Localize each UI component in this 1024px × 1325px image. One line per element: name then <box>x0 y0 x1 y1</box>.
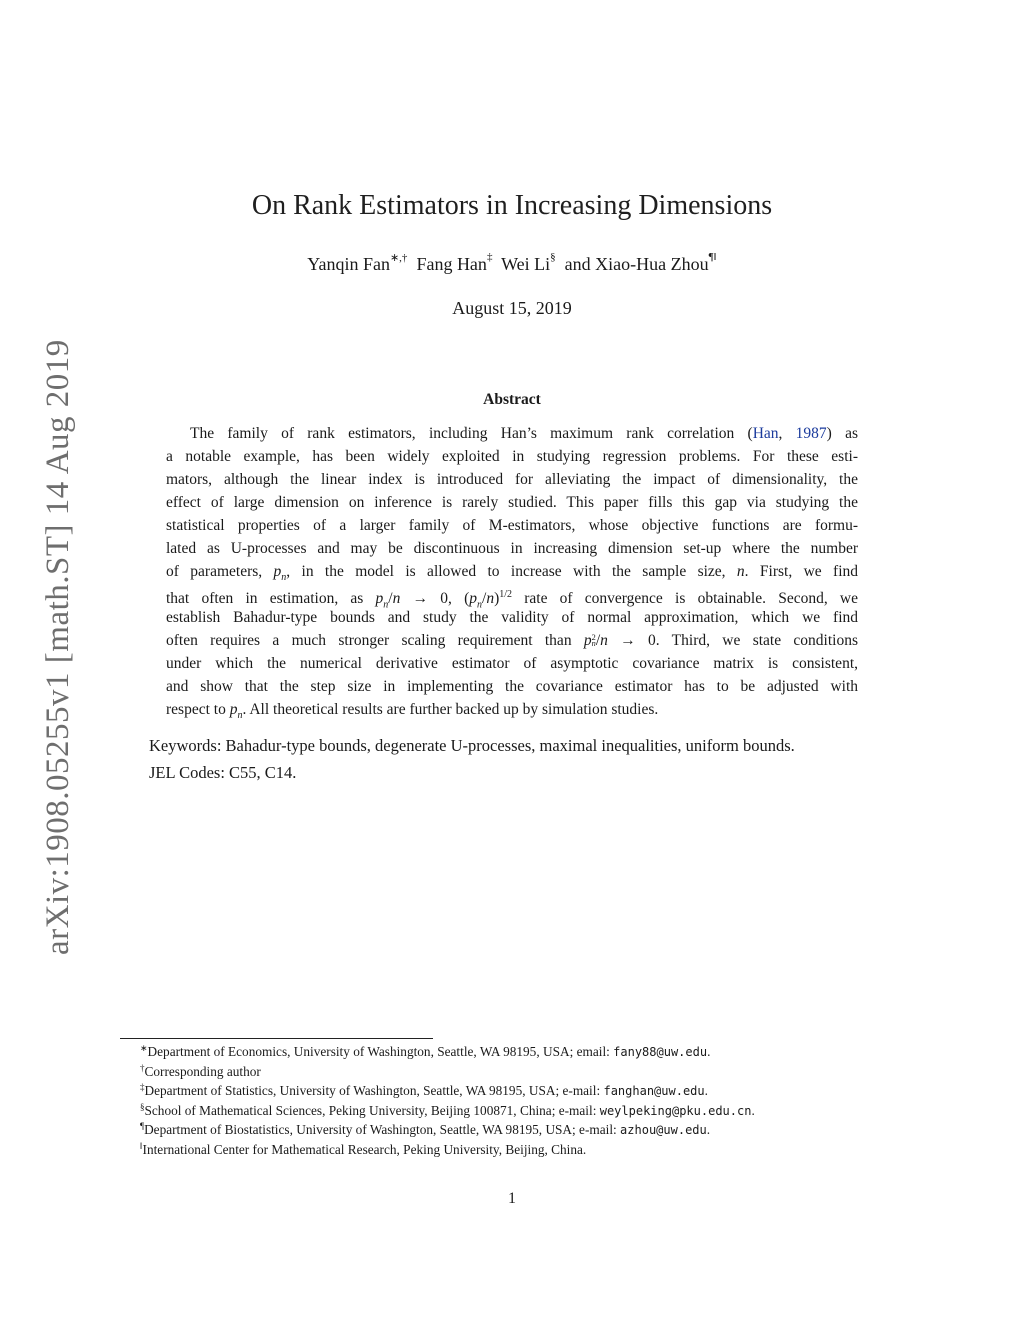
footnote <box>140 1081 920 1101</box>
footnote-text: Corresponding author <box>144 1063 261 1079</box>
author-name: Wei Li <box>501 254 551 274</box>
arxiv-identifier: arXiv:1908.05255v1 [math.ST] 14 Aug 2019 <box>40 339 76 955</box>
abstract-line: a notable example, has been widely exploited in studying regression problems. For these esti- <box>166 448 858 465</box>
abstract-line: effect of large dimension on inference is rarely studied. This paper fills this gap via studying the <box>166 494 858 511</box>
footnote <box>140 1062 920 1082</box>
footnote <box>140 1101 920 1121</box>
footnote-mark: ‖ <box>140 1140 143 1151</box>
abstract-text: The family of rank estimators, including Han’s maximum rank correlation ( <box>190 425 753 442</box>
footnote-mark: † <box>140 1062 145 1073</box>
author-name: Fang Han <box>416 254 487 274</box>
footnote-end: . <box>751 1102 755 1118</box>
keywords: Keywords: Bahadur-type bounds, degenerate U-processes, maximal inequalities, uniform bounds. <box>149 736 795 755</box>
footnote-end: . <box>704 1083 708 1098</box>
citation-link-author[interactable]: Han <box>752 425 779 442</box>
footnote-mark: § <box>140 1101 145 1112</box>
jel-codes: JEL Codes: C55, C14. <box>149 763 297 782</box>
footnote-email[interactable]: azhou@uw.edu <box>620 1123 707 1137</box>
footnote-divider <box>120 1038 433 1039</box>
footnote-email[interactable]: fany88@uw.edu <box>613 1045 708 1059</box>
footnote-text: Department of Statistics, University of Washington, Seattle, WA 98195, USA; e-mail: <box>144 1083 604 1098</box>
abstract-text: ) as <box>826 425 859 442</box>
author-conjunction: and <box>564 254 591 274</box>
footnote-text: International Center for Mathematical Research, Peking University, Beijing, China. <box>142 1141 587 1157</box>
abstract-line: under which the numerical derivative estimator of asymptotic covariance matrix is consistent, <box>166 655 858 672</box>
author-marks: § <box>550 251 556 263</box>
footnote-mark: ¶ <box>140 1121 145 1131</box>
author-marks: ¶‖ <box>708 251 717 263</box>
footnote-email[interactable]: weylpeking@pku.edu.cn <box>599 1103 752 1118</box>
abstract-heading: Abstract <box>483 391 541 408</box>
abstract-line: respect to $p_n$. All theoretical results are further backed up by simulation studies. <box>166 701 659 722</box>
abstract-line: and show that the step size in implementing the covariance estimator has to be adjusted with <box>166 678 858 695</box>
footnote-text: School of Mathematical Sciences, Peking University, Beijing 100871, China; e-mail: <box>144 1102 600 1118</box>
paper-date: August 15, 2019 <box>452 298 572 318</box>
paper-title: On Rank Estimators in Increasing Dimensions <box>251 190 773 221</box>
abstract-line: mators, although the linear index is introduced for alleviating the impact of dimensionality, the <box>166 471 858 488</box>
abstract-line: establish Bahadur-type bounds and study the validity of normal approximation, which we find <box>166 609 858 626</box>
author-name: Yanqin Fan <box>307 254 390 274</box>
abstract-line: often requires a much stronger scaling requirement than p 2 n /n → 0. Third, we state conditions <box>166 632 858 649</box>
abstract-line: of parameters, $p_n$, in the model is allowed to increase with the sample size, n. First, we find <box>166 563 858 584</box>
footnote <box>140 1120 920 1140</box>
footnote-mark: ‡ <box>140 1082 145 1092</box>
abstract-line: statistical properties of a larger family of M-estimators, whose objective functions are formu- <box>166 517 858 534</box>
page-number: 1 <box>508 1190 516 1207</box>
footnote-text: Department of Biostatistics, University of Washington, Seattle, WA 98195, USA; e-mail: <box>144 1122 621 1137</box>
author-name: Xiao-Hua Zhou <box>595 254 709 274</box>
footnote-mark: ∗ <box>140 1043 148 1053</box>
abstract-line: that often in estimation, as $p_n/n \to 0$, $(p_n/n)^{1/2}$ rate of convergence is obtainable. Second, we <box>166 589 858 611</box>
footnote <box>140 1042 920 1062</box>
footnote <box>140 1140 920 1160</box>
abstract-line <box>166 422 858 445</box>
author-marks: ‡ <box>486 251 493 263</box>
footnote-end: . <box>706 1122 711 1137</box>
footnotes <box>140 1042 920 1159</box>
abstract-line: lated as U-processes and may be discontinuous in increasing dimension set-up where the number <box>166 540 858 557</box>
footnote-email[interactable]: fanghan@uw.edu <box>603 1084 705 1098</box>
author-list <box>0 251 1024 275</box>
footnote-text: Department of Economics, University of Washington, Seattle, WA 98195, USA; email: <box>147 1044 614 1059</box>
abstract-body <box>166 422 858 721</box>
citation-link-year[interactable]: 1987 <box>795 425 827 442</box>
abstract-text: , <box>778 425 796 442</box>
author-marks: ∗,† <box>389 252 408 264</box>
footnote-end: . <box>707 1044 711 1059</box>
